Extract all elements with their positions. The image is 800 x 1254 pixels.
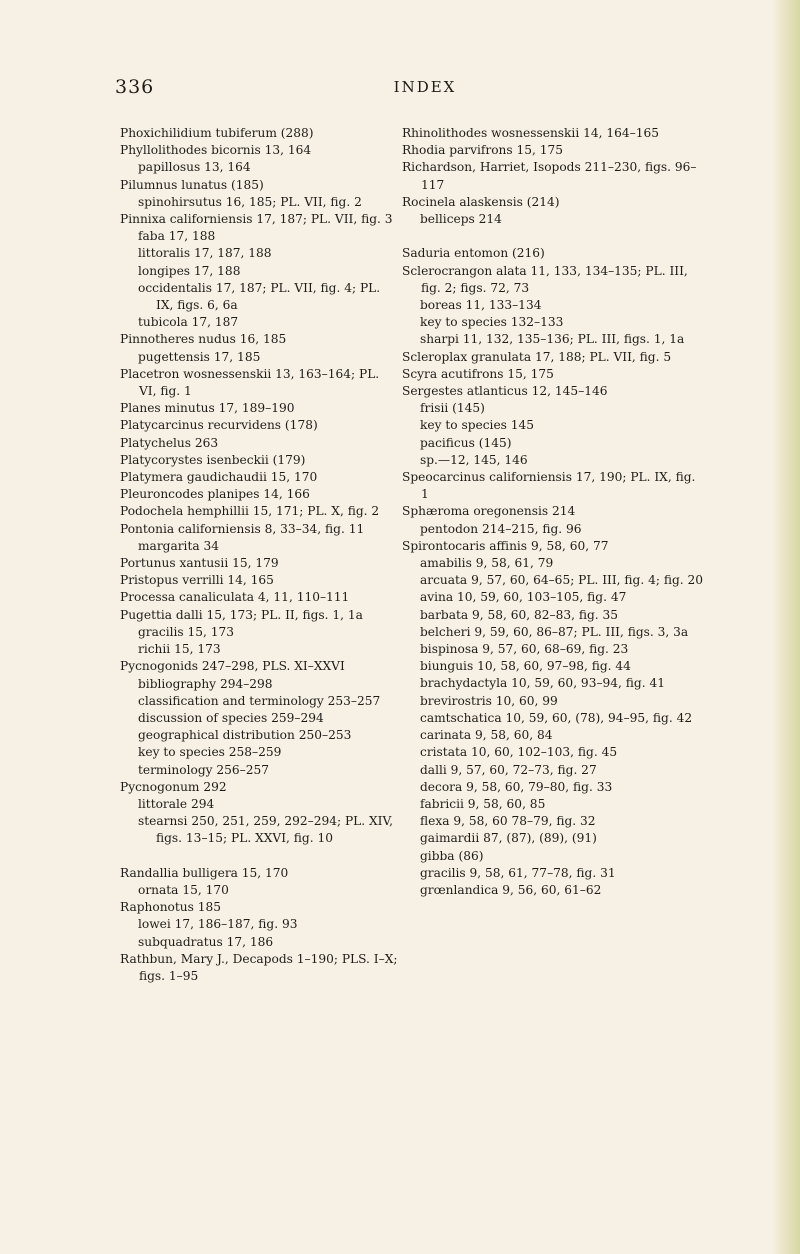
index-subentry: pugettensis 17, 185 [138, 349, 261, 364]
index-entry: Sergestes atlanticus 12, 145–146 [402, 384, 608, 399]
index-entry: Sclerocrangon alata 11, 133, 134–135; PL. III, fig. 2; figs. 72, 73 [402, 263, 688, 295]
index-subentry: littoralis 17, 187, 188 [138, 246, 272, 261]
index-subentry: faba 17, 188 [138, 229, 216, 244]
index-entry: Scyra acutifrons 15, 175 [402, 366, 554, 381]
entry-gap [402, 228, 707, 245]
index-entry: Placetron wosnessenskii 13, 163–164; PL. VI, fig. 1 [120, 366, 380, 399]
index-subentry: papillosus 13, 164 [138, 160, 251, 175]
index-subentry: biunguis 10, 58, 60, 97–98, fig. 44 [420, 659, 631, 674]
running-head: INDEX [393, 78, 457, 96]
index-entry: Pycnogonids 247–298, PLS. XI–XXVI [120, 659, 345, 674]
index-subentry: terminology 256–257 [138, 762, 269, 777]
index-entry: Pilumnus lunatus (185) [120, 177, 264, 192]
index-entry: Richardson, Harriet, Isopods 211–230, figs. 96–117 [402, 160, 697, 192]
entry-gap [120, 848, 400, 865]
index-entry: Platychelus 263 [120, 435, 219, 450]
index-subentry: barbata 9, 58, 60, 82–83, fig. 35 [420, 607, 619, 622]
index-subentry: bispinosa 9, 57, 60, 68–69, fig. 23 [420, 642, 629, 657]
index-subentry: occidentalis 17, 187; PL. VII, fig. 4; PL. IX, figs. 6, 6a [138, 280, 381, 313]
index-subentry: gracilis 15, 173 [138, 624, 235, 639]
index-subentry: gaimardii 87, (87), (89), (91) [420, 831, 597, 846]
index-subentry: fabricii 9, 58, 60, 85 [420, 796, 546, 811]
index-entry: Phyllolithodes bicornis 13, 164 [120, 143, 312, 158]
index-subentry: bibliography 294–298 [138, 676, 273, 691]
index-subentry: stearnsi 250, 251, 259, 292–294; PL. XIV, figs. 13–15; PL. XXVI, fig. 10 [138, 814, 394, 846]
index-subentry: belcheri 9, 59, 60, 86–87; PL. III, figs. 3, 3a [420, 624, 689, 639]
index-subentry: key to species 132–133 [420, 315, 564, 330]
index-entry: Pleuroncodes planipes 14, 166 [120, 487, 310, 502]
index-entry: Portunus xantusii 15, 179 [120, 556, 279, 571]
index-subentry: brachydactyla 10, 59, 60, 93–94, fig. 41 [420, 676, 665, 691]
index-entry: Pugettia dalli 15, 173; PL. II, figs. 1, 1a [120, 607, 363, 622]
page-header [115, 76, 735, 100]
index-entry: Processa canaliculata 4, 11, 110–111 [120, 590, 350, 605]
index-subentry: gracilis 9, 58, 61, 77–78, fig. 31 [420, 865, 616, 880]
index-entry: Rhodia parvifrons 15, 175 [402, 143, 564, 158]
index-entry: Rathbun, Mary J., Decapods 1–190; PLS. I–X; figs. 1–95 [120, 951, 398, 983]
index-entry: Pontonia californiensis 8, 33–34, fig. 11 [120, 521, 365, 536]
index-entry: Phoxichilidium tubiferum (288) [120, 126, 314, 140]
index-subentry: dalli 9, 57, 60, 72–73, fig. 27 [420, 762, 597, 777]
index-entry: Spirontocaris affinis 9, 58, 60, 77 [402, 538, 609, 553]
index-entry: Platymera gaudichaudii 15, 170 [120, 470, 318, 485]
left-column [120, 125, 400, 985]
index-entry: Scleroplax granulata 17, 188; PL. VII, fig. 5 [402, 349, 672, 364]
index-subentry: longipes 17, 188 [138, 263, 241, 278]
index-entry: Pinnixa californiensis 17, 187; PL. VII, fig. 3 [120, 212, 393, 227]
index-entry: Planes minutus 17, 189–190 [120, 401, 295, 416]
index-subentry: pentodon 214–215, fig. 96 [420, 521, 582, 536]
index-subentry: ornata 15, 170 [138, 882, 229, 897]
index-subentry: richii 15, 173 [138, 642, 221, 657]
right-column [402, 125, 707, 899]
index-subentry: tubicola 17, 187 [138, 315, 239, 330]
index-subentry: amabilis 9, 58, 61, 79 [420, 556, 554, 571]
index-subentry: discussion of species 259–294 [138, 710, 324, 725]
index-subentry: gibba (86) [420, 848, 484, 863]
index-entry: Rocinela alaskensis (214) [402, 194, 560, 209]
index-subentry: boreas 11, 133–134 [420, 298, 542, 313]
index-subentry: decora 9, 58, 60, 79–80, fig. 33 [420, 779, 613, 794]
index-subentry: littorale 294 [138, 796, 215, 811]
page-edge-shadow [772, 0, 800, 1254]
index-entry: Platycorystes isenbeckii (179) [120, 452, 306, 467]
index-subentry: belliceps 214 [420, 212, 502, 227]
index-subentry: frisii (145) [420, 401, 485, 416]
index-entry: Podochela hemphillii 15, 171; PL. X, fig. 2 [120, 504, 380, 519]
index-entry: Sphæroma oregonensis 214 [402, 504, 576, 519]
index-entry: Pinnotheres nudus 16, 185 [120, 332, 287, 347]
index-entry: Randallia bulligera 15, 170 [120, 865, 289, 880]
index-subentry: avina 10, 59, 60, 103–105, fig. 47 [420, 590, 627, 605]
index-subentry: pacificus (145) [420, 435, 512, 450]
index-subentry: sharpi 11, 132, 135–136; PL. III, figs. 1, 1a [420, 332, 685, 347]
index-subentry: carinata 9, 58, 60, 84 [420, 728, 553, 743]
index-subentry: key to species 258–259 [138, 745, 282, 760]
index-subentry: key to species 145 [420, 418, 535, 433]
index-subentry: spinohirsutus 16, 185; PL. VII, fig. 2 [138, 194, 362, 209]
index-subentry: camtschatica 10, 59, 60, (78), 94–95, fig. 42 [420, 710, 693, 725]
index-subentry: sp.—12, 145, 146 [420, 452, 528, 467]
index-subentry: classification and terminology 253–257 [138, 693, 381, 708]
index-subentry: lowei 17, 186–187, fig. 93 [138, 917, 298, 932]
index-entry: Raphonotus 185 [120, 900, 222, 915]
index-entry: Speocarcinus californiensis 17, 190; PL. IX, fig. 1 [402, 470, 696, 502]
index-subentry: grœnlandica 9, 56, 60, 61–62 [420, 882, 602, 897]
index-subentry: arcuata 9, 57, 60, 64–65; PL. III, fig. 4; fig. 20 [420, 573, 704, 588]
index-entry: Pycnogonum 292 [120, 779, 227, 794]
index-subentry: subquadratus 17, 186 [138, 934, 274, 949]
index-subentry: brevirostris 10, 60, 99 [420, 693, 558, 708]
index-subentry: cristata 10, 60, 102–103, fig. 45 [420, 745, 618, 760]
page-number: 336 [115, 76, 155, 98]
index-subentry: geographical distribution 250–253 [138, 728, 352, 743]
index-subentry: margarita 34 [138, 538, 219, 553]
index-entry: Rhinolithodes wosnessenskii 14, 164–165 [402, 126, 659, 140]
index-entry: Platycarcinus recurvidens (178) [120, 418, 318, 433]
index-entry: Pristopus verrilli 14, 165 [120, 573, 274, 588]
index-entry: Saduria entomon (216) [402, 246, 545, 261]
index-subentry: flexa 9, 58, 60 78–79, fig. 32 [420, 814, 596, 829]
